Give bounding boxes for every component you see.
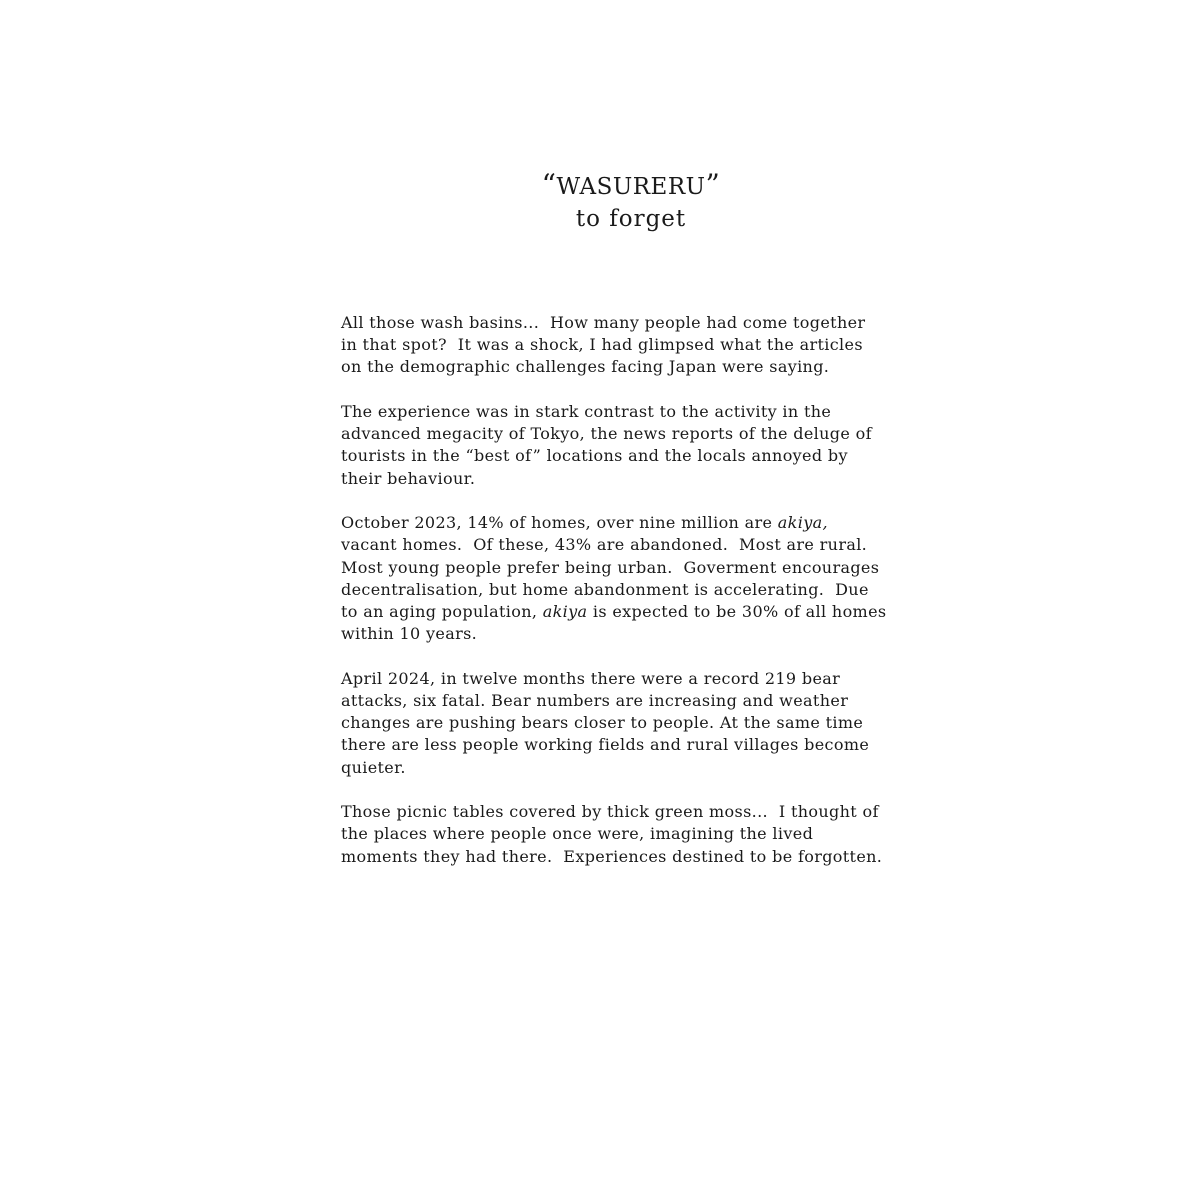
text-line: the places where people once were, imagining the lived xyxy=(341,824,814,844)
paragraph-picnic-tables xyxy=(341,801,961,868)
text-line: All those wash basins... How many people had come together xyxy=(341,313,866,332)
text-line: advanced megacity of Tokyo, the news reports of the deluge of xyxy=(341,424,872,444)
italic-term: akiya xyxy=(542,602,588,622)
text-line: decentralisation, but home abandonment is accelerating. Due xyxy=(341,579,869,599)
paragraph-wash-basins xyxy=(341,312,961,379)
text-line: on the demographic challenges facing Japan were saying. xyxy=(341,357,830,377)
text-line: April 2024, in twelve months there were a record 219 bear xyxy=(341,668,841,688)
body-text xyxy=(341,312,961,890)
title-block xyxy=(0,168,1192,234)
text-line: within 10 years. xyxy=(341,624,478,644)
text-line: quieter. xyxy=(341,757,406,777)
paragraph-akiya xyxy=(341,512,961,645)
title-word: WASURERU xyxy=(556,174,706,200)
text-line: Those picnic tables covered by thick green moss... I thought of xyxy=(341,802,879,822)
text-line xyxy=(341,512,961,534)
text-line: Most young people prefer being urban. Goverment encourages xyxy=(341,557,880,577)
text-run: October 2023, 14% of homes, over nine million are xyxy=(341,513,778,533)
text-line: their behaviour. xyxy=(341,468,476,488)
title-close-quote: ” xyxy=(705,168,721,201)
title-open-quote: “ xyxy=(541,168,557,201)
italic-term: akiya, xyxy=(777,513,828,533)
paragraph-bears xyxy=(341,668,961,779)
text-line: in that spot? It was a shock, I had glimpsed what the articles xyxy=(341,335,863,355)
text-line: vacant homes. Of these, 43% are abandoned. Most are rural. xyxy=(341,535,868,555)
text-line xyxy=(341,601,961,623)
text-line: The experience was in stark contrast to the activity in the xyxy=(341,402,832,421)
text-line: there are less people working fields and rural villages become xyxy=(341,735,870,755)
text-run: to an aging population, xyxy=(341,602,543,622)
text-line: moments they had there. Experiences destined to be forgotten. xyxy=(341,846,883,866)
page-subtitle: to forget xyxy=(575,206,687,232)
paragraph-tokyo-contrast xyxy=(341,401,961,490)
page-title xyxy=(70,168,1192,204)
text-line: attacks, six fatal. Bear numbers are increasing and weather xyxy=(341,691,849,711)
text-line: changes are pushing bears closer to people. At the same time xyxy=(341,713,864,733)
text-line: tourists in the “best of” locations and the locals annoyed by xyxy=(341,446,848,466)
text-run: is expected to be 30% of all homes xyxy=(587,602,887,622)
